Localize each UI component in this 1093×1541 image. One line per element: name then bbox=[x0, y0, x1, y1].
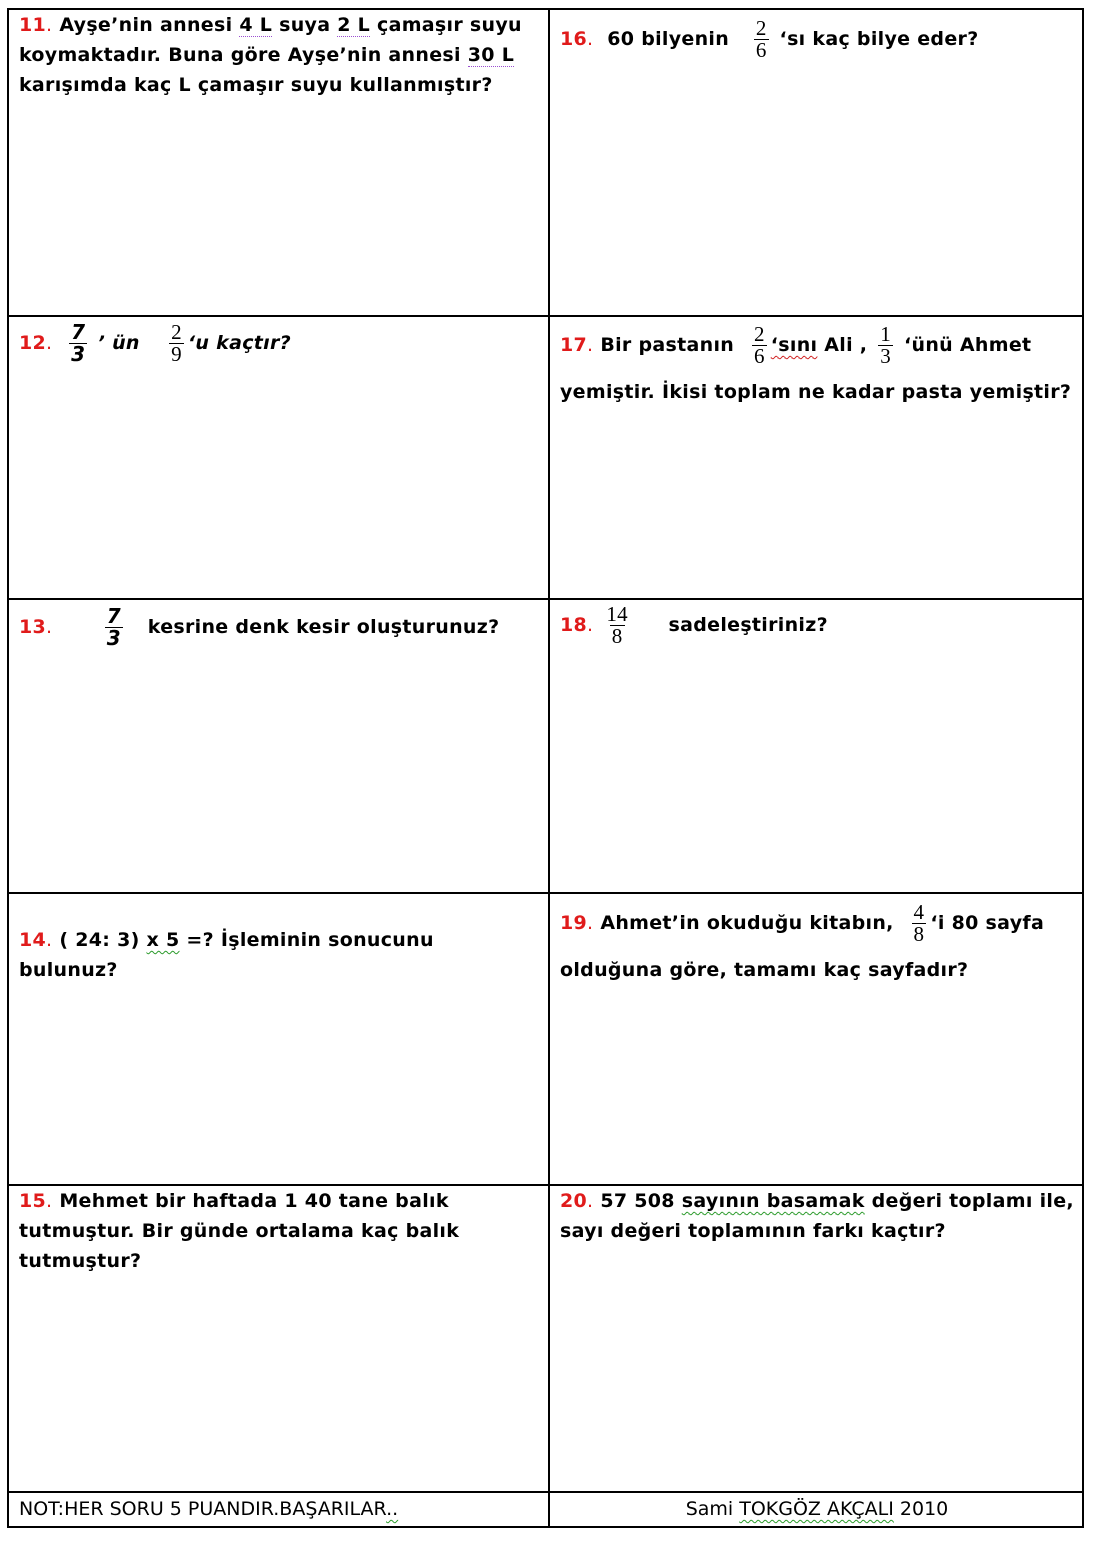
worksheet-table bbox=[7, 8, 1084, 1528]
column-divider bbox=[548, 10, 550, 1526]
question-15: 15. Mehmet bir haftada 1 40 tane balık tutmuştur. Bir günde ortalama kaç balık tutmuştur? bbox=[19, 1190, 460, 1272]
fraction: $\frac{2}{6}$ bbox=[755, 16, 767, 62]
question-number: 18. bbox=[560, 614, 594, 636]
fraction: $\frac{14}{8}$ bbox=[606, 602, 628, 648]
question-number: 12. bbox=[19, 332, 53, 354]
fraction: $\frac{2}{9}$ bbox=[171, 320, 182, 366]
row-divider bbox=[9, 892, 1082, 894]
footer-author: Sami TOKGÖZ AKÇALI 2010 bbox=[685, 1498, 949, 1520]
fraction: $\frac{7}{3}$ bbox=[106, 604, 122, 650]
question-14: 14. ( 24: 3) x 5 =? İşleminin sonucunu bulunuz? bbox=[19, 929, 434, 981]
row-divider bbox=[9, 598, 1082, 600]
fraction: $\frac{2}{6}$ bbox=[753, 322, 765, 368]
question-13: 13. $\frac{7}{3}$ kesrine denk kesir oluşturunuz? bbox=[19, 604, 500, 650]
question-18: 18. $\frac{14}{8}$ sadeleştiriniz? bbox=[560, 602, 828, 648]
question-number: 15. bbox=[19, 1190, 53, 1212]
question-number: 20. bbox=[560, 1190, 594, 1212]
question-12: 12. $\frac{7}{3}$ ’ ün $\frac{2}{9}$ ‘u kaçtır? bbox=[19, 320, 291, 366]
question-number: 14. bbox=[19, 929, 53, 951]
row-divider bbox=[9, 1491, 1082, 1493]
row-divider bbox=[9, 315, 1082, 317]
footer-note: NOT:HER SORU 5 PUANDIR.BAŞARILAR.. bbox=[19, 1498, 399, 1520]
fraction: $\frac{7}{3}$ bbox=[71, 320, 86, 366]
question-number: 17. bbox=[560, 334, 594, 356]
question-number: 13. bbox=[19, 616, 53, 638]
question-19: 19. Ahmet’in okuduğu kitabın, $\frac{4}{8}$ ‘i 80 sayfa olduğuna göre, tamamı kaç sayfadır? bbox=[560, 900, 1045, 981]
question-17: 17. Bir pastanın $\frac{2}{6}$ ‘sını Ali , $\frac{1}{3}$ ‘ünü Ahmet yemiştir. İkisi toplam ne kadar pasta yemiştir? bbox=[560, 322, 1072, 403]
fraction: $\frac{1}{3}$ bbox=[880, 322, 892, 368]
fraction: $\frac{4}{8}$ bbox=[913, 900, 925, 946]
question-16: 16. 60 bilyenin $\frac{2}{6}$ ‘sı kaç bilye eder? bbox=[560, 16, 979, 62]
question-11: 11. Ayşe’nin annesi 4 L suya 2 L çamaşır suyu koymaktadır. Buna göre Ayşe’nin annesi 30 L karışımda kaç L çamaşır suyu kullanmıştır? bbox=[19, 14, 522, 96]
question-20: 20. 57 508 sayının basamak değeri toplamı ile, sayı değeri toplamının farkı kaçtır? bbox=[560, 1190, 1074, 1242]
question-number: 16. bbox=[560, 28, 594, 50]
question-number: 11. bbox=[19, 14, 53, 36]
question-number: 19. bbox=[560, 912, 594, 934]
